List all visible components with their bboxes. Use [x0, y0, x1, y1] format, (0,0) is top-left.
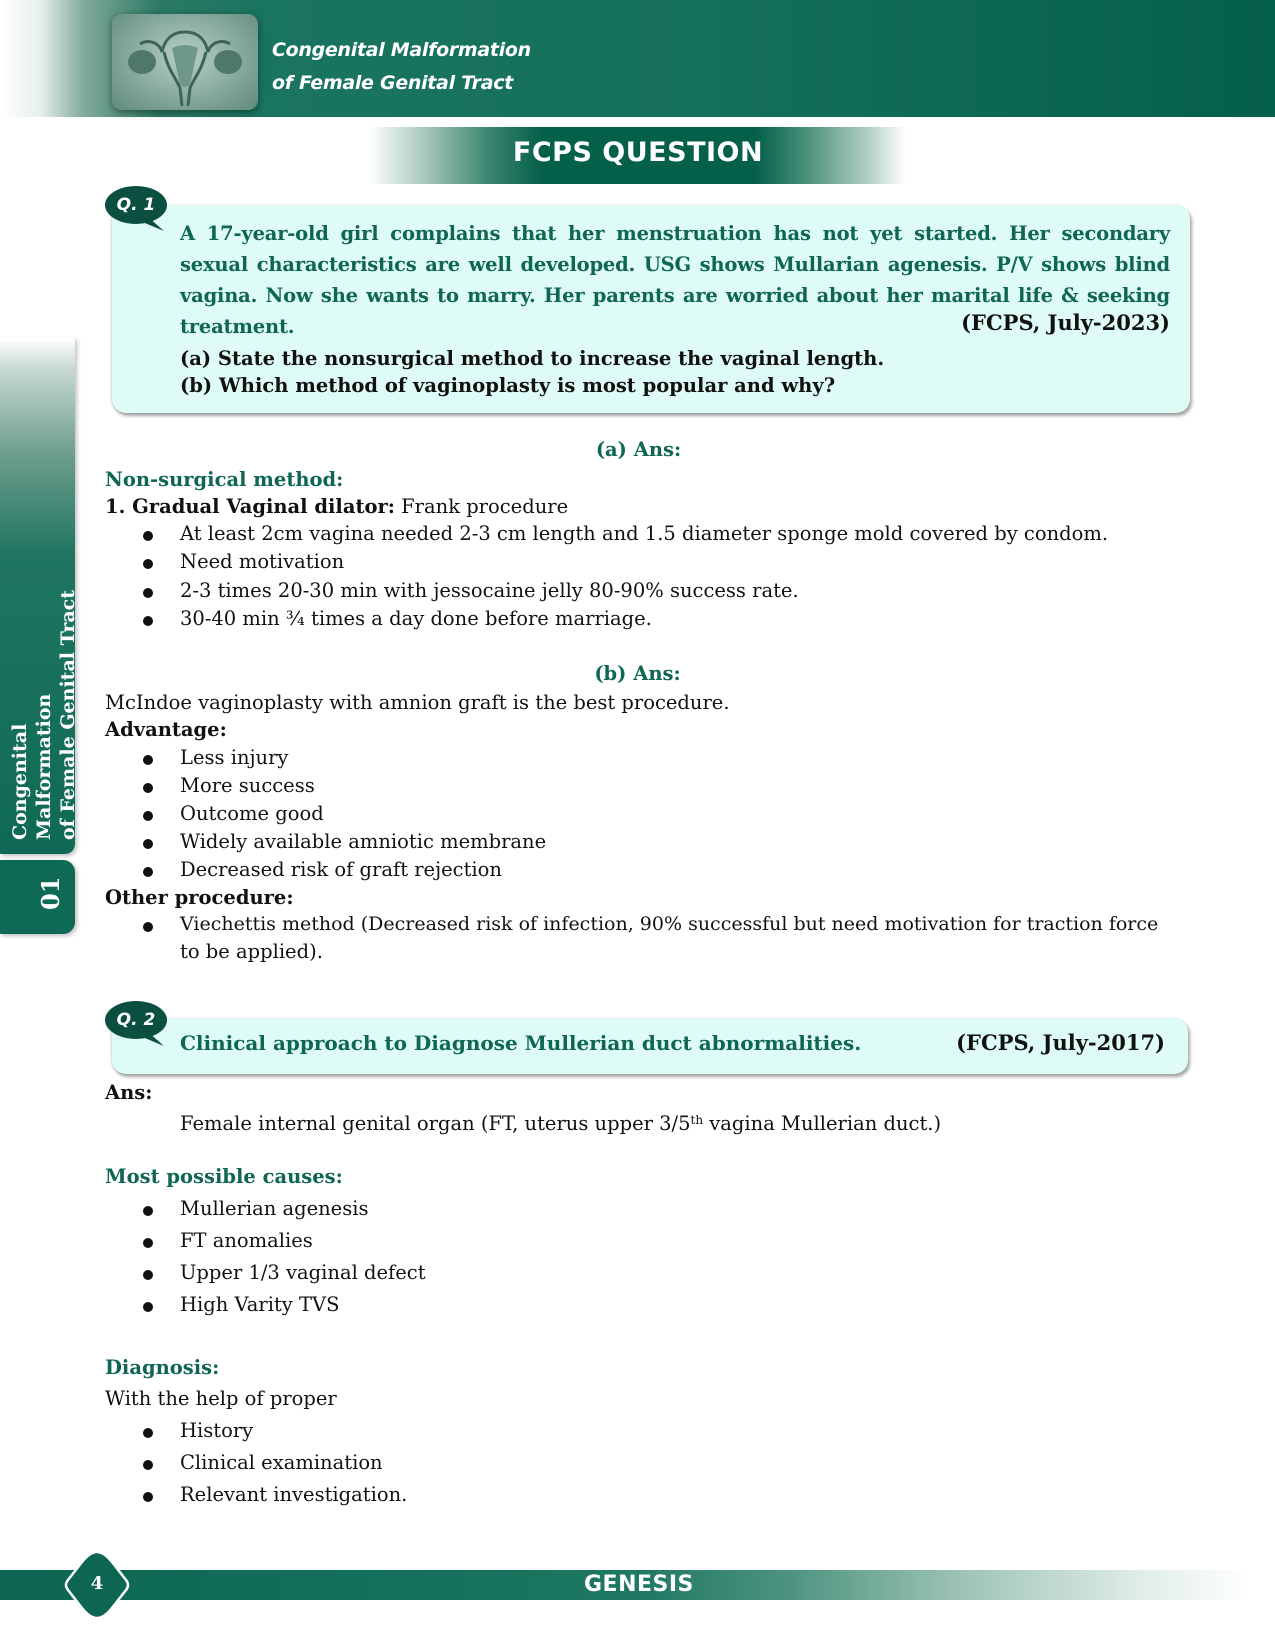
dilator-text: Frank procedure [394, 495, 569, 518]
list-item-continuation: to be applied). [180, 940, 323, 963]
bullet-icon [143, 783, 153, 793]
dilator-label: 1. Gradual Vaginal dilator: [105, 495, 395, 518]
answer-q2-label: Ans: [105, 1081, 153, 1104]
uterus-illustration-icon [112, 14, 258, 110]
chapter-title-line2: of Female Genital Tract [272, 72, 514, 94]
side-title-line1: Congenital Malformation [9, 693, 55, 840]
question-1-bubble [104, 185, 168, 231]
list-item: Relevant investigation. [180, 1483, 408, 1506]
side-title-line2: of Female Genital Tract [57, 589, 79, 840]
answer-b-heading: (b) Ans: [594, 662, 681, 685]
non-surgical-heading: Non-surgical method: [105, 468, 344, 491]
bullet-icon [143, 922, 153, 932]
side-chapter-title [8, 580, 79, 840]
list-item: 30-40 min ¾ times a day done before marriage. [180, 607, 652, 630]
bullet-icon [143, 1238, 153, 1248]
causes-heading: Most possible causes: [105, 1165, 343, 1188]
diagnosis-intro: With the help of proper [105, 1387, 337, 1410]
question-1-part-b: (b) Which method of vaginoplasty is most popular and why? [180, 374, 836, 397]
list-item: Mullerian agenesis [180, 1197, 369, 1220]
bullet-icon [143, 811, 153, 821]
bullet-icon [143, 531, 153, 541]
page-number: 4 [90, 1573, 104, 1594]
bullet-icon [143, 1206, 153, 1216]
question-1-source: (FCPS, July-2023) [961, 310, 1170, 335]
chapter-number: 01 [36, 876, 65, 910]
question-1-label: Q. 1 [116, 195, 156, 215]
list-item: 2-3 times 20-30 min with jessocaine jelly 80-90% success rate. [180, 579, 799, 602]
banner-label: FCPS QUESTION [512, 137, 764, 168]
list-item: Less injury [180, 746, 289, 769]
chapter-title-line1: Congenital Malformation [272, 39, 531, 61]
bullet-icon [143, 1270, 153, 1280]
advantage-heading: Advantage: [105, 718, 227, 741]
list-item: Outcome good [180, 802, 324, 825]
chapter-title [272, 34, 531, 100]
list-item: Viechettis method (Decreased risk of infection, 90% successful but need motivation for traction force [180, 913, 1159, 935]
list-item: FT anomalies [180, 1229, 313, 1252]
answer-a-heading: (a) Ans: [595, 438, 682, 461]
question-2-source: (FCPS, July-2017) [956, 1030, 1165, 1055]
question-2-bubble [104, 1000, 168, 1046]
answer-b-intro: McIndoe vaginoplasty with amnion graft is the best procedure. [105, 691, 730, 714]
bullet-icon [143, 1460, 153, 1470]
question-1-part-a: (a) State the nonsurgical method to increase the vaginal length. [180, 347, 885, 370]
intro-text-end: vagina Mullerian duct.) [703, 1112, 942, 1135]
list-item: Widely available amniotic membrane [180, 830, 547, 853]
fcps-question-banner [370, 127, 906, 184]
list-item: Need motivation [180, 550, 345, 573]
bullet-icon [143, 839, 153, 849]
answer-q2-intro [180, 1112, 941, 1135]
dilator-item [105, 495, 568, 518]
list-item: Clinical examination [180, 1451, 383, 1474]
intro-text: Female internal genital organ (FT, uterus upper 3/5 [180, 1112, 691, 1135]
question-2-label: Q. 2 [116, 1010, 156, 1030]
footer-brand: GENESIS [584, 1572, 694, 1597]
bullet-icon [143, 1428, 153, 1438]
bullet-icon [143, 755, 153, 765]
list-item: History [180, 1419, 254, 1442]
other-procedure-heading: Other procedure: [105, 886, 294, 909]
diagnosis-heading: Diagnosis: [105, 1356, 220, 1379]
list-item: Upper 1/3 vaginal defect [180, 1261, 426, 1284]
bullet-icon [143, 559, 153, 569]
question-2-text: Clinical approach to Diagnose Mullerian duct abnormalities. [180, 1031, 862, 1055]
list-item: High Varity TVS [180, 1293, 340, 1316]
bullet-icon [143, 1492, 153, 1502]
bullet-icon [143, 867, 153, 877]
bullet-icon [143, 1302, 153, 1312]
bullet-icon [143, 588, 153, 598]
list-item: At least 2cm vagina needed 2-3 cm length and 1.5 diameter sponge mold covered by condom. [180, 522, 1109, 545]
list-item: More success [180, 774, 315, 797]
bullet-icon [143, 616, 153, 626]
intro-superscript: th [690, 1113, 704, 1127]
list-item: Decreased risk of graft rejection [180, 858, 502, 881]
question-1-text: A 17-year-old girl complains that her menstruation has not yet started. Her secondary sexual characteristics are well developed. USG shows Mullarian agenesis. P/V shows blind vagina. Now she wants to marry. Her parents are worried about her marital life & seeking treatment. [180, 222, 1170, 338]
